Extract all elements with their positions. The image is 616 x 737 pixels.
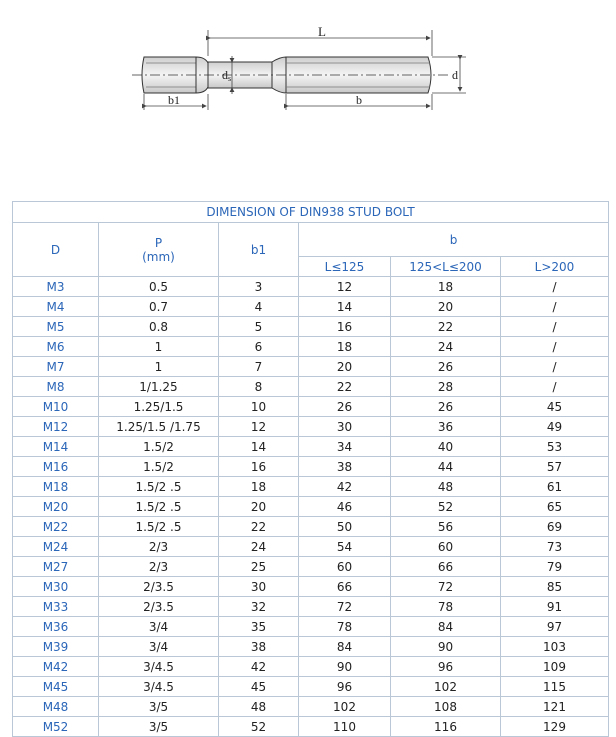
- header-d: D: [13, 223, 99, 277]
- cell-b-short: 84: [299, 637, 391, 657]
- label-b1: b1: [168, 93, 180, 107]
- stud-bolt-drawing: [0, 0, 616, 195]
- cell-b-short: 90: [299, 657, 391, 677]
- cell-b1: 35: [219, 617, 299, 637]
- table-row: [13, 497, 609, 517]
- table-row: [13, 717, 609, 737]
- cell-b-short: 34: [299, 437, 391, 457]
- cell-b-mid: 28: [391, 377, 501, 397]
- cell-b-short: 30: [299, 417, 391, 437]
- header-p: [99, 223, 219, 277]
- cell-b1: 16: [219, 457, 299, 477]
- cell-d: M3: [13, 277, 99, 297]
- cell-d: M5: [13, 317, 99, 337]
- cell-b-long: 115: [501, 677, 609, 697]
- table-row: [13, 597, 609, 617]
- cell-b1: 52: [219, 717, 299, 737]
- cell-b-mid: 116: [391, 717, 501, 737]
- cell-p: 1.5/2 .5: [99, 517, 219, 537]
- cell-b-long: 121: [501, 697, 609, 717]
- cell-b-short: 54: [299, 537, 391, 557]
- table-row: [13, 277, 609, 297]
- cell-d: M18: [13, 477, 99, 497]
- cell-b1: 3: [219, 277, 299, 297]
- cell-p: 1.25/1.5 /1.75: [99, 417, 219, 437]
- cell-b-long: 73: [501, 537, 609, 557]
- cell-b-mid: 44: [391, 457, 501, 477]
- cell-b1: 24: [219, 537, 299, 557]
- cell-b-short: 38: [299, 457, 391, 477]
- cell-b-short: 46: [299, 497, 391, 517]
- label-d: d: [452, 68, 458, 82]
- cell-b-mid: 90: [391, 637, 501, 657]
- table-row: [13, 317, 609, 337]
- cell-b-mid: 56: [391, 517, 501, 537]
- cell-b-short: 96: [299, 677, 391, 697]
- cell-d: M48: [13, 697, 99, 717]
- table-row: [13, 417, 609, 437]
- cell-p: 0.5: [99, 277, 219, 297]
- cell-b1: 42: [219, 657, 299, 677]
- cell-p: 1.5/2 .5: [99, 497, 219, 517]
- cell-b-short: 60: [299, 557, 391, 577]
- cell-d: M36: [13, 617, 99, 637]
- cell-p: 1/1.25: [99, 377, 219, 397]
- cell-b-short: 102: [299, 697, 391, 717]
- cell-b-mid: 18: [391, 277, 501, 297]
- cell-d: M14: [13, 437, 99, 457]
- header-p-unit: (mm): [142, 249, 175, 264]
- cell-b1: 25: [219, 557, 299, 577]
- cell-b1: 20: [219, 497, 299, 517]
- cell-b-mid: 26: [391, 357, 501, 377]
- cell-d: M20: [13, 497, 99, 517]
- cell-b-mid: 78: [391, 597, 501, 617]
- table-row: [13, 437, 609, 457]
- cell-b-mid: 22: [391, 317, 501, 337]
- table-row: [13, 557, 609, 577]
- stud-bolt-diagram: [0, 0, 616, 195]
- cell-b1: 10: [219, 397, 299, 417]
- cell-b-long: 79: [501, 557, 609, 577]
- table-row: [13, 617, 609, 637]
- cell-b1: 48: [219, 697, 299, 717]
- cell-b-short: 110: [299, 717, 391, 737]
- cell-p: 0.8: [99, 317, 219, 337]
- cell-b1: 18: [219, 477, 299, 497]
- cell-b-mid: 52: [391, 497, 501, 517]
- table-row: [13, 517, 609, 537]
- cell-b-short: 26: [299, 397, 391, 417]
- cell-b-long: 53: [501, 437, 609, 457]
- cell-b-short: 22: [299, 377, 391, 397]
- cell-b-mid: 40: [391, 437, 501, 457]
- cell-b-short: 14: [299, 297, 391, 317]
- cell-p: 3/5: [99, 697, 219, 717]
- cell-b1: 38: [219, 637, 299, 657]
- cell-p: 1: [99, 337, 219, 357]
- cell-d: M10: [13, 397, 99, 417]
- cell-b-long: 57: [501, 457, 609, 477]
- cell-b-long: /: [501, 297, 609, 317]
- table-row: [13, 357, 609, 377]
- cell-b-long: 91: [501, 597, 609, 617]
- cell-b-mid: 24: [391, 337, 501, 357]
- cell-b-long: 103: [501, 637, 609, 657]
- cell-p: 1.25/1.5: [99, 397, 219, 417]
- cell-b-long: /: [501, 357, 609, 377]
- cell-d: M16: [13, 457, 99, 477]
- cell-d: M33: [13, 597, 99, 617]
- cell-d: M27: [13, 557, 99, 577]
- cell-d: M12: [13, 417, 99, 437]
- cell-b-short: 50: [299, 517, 391, 537]
- cell-b1: 5: [219, 317, 299, 337]
- table-title: DIMENSION OF DIN938 STUD BOLT: [13, 202, 609, 223]
- cell-b-mid: 60: [391, 537, 501, 557]
- cell-b-long: 65: [501, 497, 609, 517]
- cell-p: 2/3: [99, 537, 219, 557]
- cell-b-short: 66: [299, 577, 391, 597]
- cell-b-long: 49: [501, 417, 609, 437]
- table-row: [13, 697, 609, 717]
- cell-b-long: 45: [501, 397, 609, 417]
- table-row: [13, 577, 609, 597]
- cell-p: 0.7: [99, 297, 219, 317]
- cell-b1: 4: [219, 297, 299, 317]
- table-row: [13, 537, 609, 557]
- label-ds: ds: [222, 68, 232, 83]
- cell-d: M39: [13, 637, 99, 657]
- table-row: [13, 377, 609, 397]
- bolt-body: [132, 57, 448, 93]
- cell-b1: 14: [219, 437, 299, 457]
- cell-b-long: /: [501, 377, 609, 397]
- cell-d: M24: [13, 537, 99, 557]
- cell-d: M4: [13, 297, 99, 317]
- cell-b1: 32: [219, 597, 299, 617]
- cell-d: M30: [13, 577, 99, 597]
- label-b: b: [356, 93, 362, 107]
- table-row: [13, 657, 609, 677]
- cell-b-short: 16: [299, 317, 391, 337]
- table-row: [13, 397, 609, 417]
- header-p-label: P: [154, 235, 163, 250]
- cell-p: 3/4.5: [99, 677, 219, 697]
- cell-b1: 30: [219, 577, 299, 597]
- cell-b-long: /: [501, 337, 609, 357]
- cell-b1: 12: [219, 417, 299, 437]
- table-row: [13, 637, 609, 657]
- cell-b1: 45: [219, 677, 299, 697]
- cell-d: M8: [13, 377, 99, 397]
- cell-p: 2/3.5: [99, 597, 219, 617]
- cell-b-long: 129: [501, 717, 609, 737]
- cell-b1: 8: [219, 377, 299, 397]
- cell-b-short: 18: [299, 337, 391, 357]
- cell-b-mid: 102: [391, 677, 501, 697]
- cell-p: 2/3.5: [99, 577, 219, 597]
- cell-b1: 22: [219, 517, 299, 537]
- cell-p: 1.5/2: [99, 457, 219, 477]
- cell-p: 1: [99, 357, 219, 377]
- cell-b-long: 109: [501, 657, 609, 677]
- header-b-long: L>200: [501, 257, 609, 277]
- cell-b-long: /: [501, 277, 609, 297]
- label-L: L: [318, 24, 326, 39]
- cell-b-mid: 66: [391, 557, 501, 577]
- table-row: [13, 477, 609, 497]
- cell-b-short: 20: [299, 357, 391, 377]
- header-b: b: [299, 223, 609, 257]
- cell-b-long: 97: [501, 617, 609, 637]
- cell-b-mid: 96: [391, 657, 501, 677]
- header-b-mid: 125<L≤200: [391, 257, 501, 277]
- cell-b-mid: 48: [391, 477, 501, 497]
- cell-p: 1.5/2 .5: [99, 477, 219, 497]
- cell-p: 3/4: [99, 617, 219, 637]
- cell-b-long: 61: [501, 477, 609, 497]
- stud-bolt-dimension-table: [12, 201, 609, 737]
- cell-d: M45: [13, 677, 99, 697]
- cell-b1: 7: [219, 357, 299, 377]
- cell-b-short: 12: [299, 277, 391, 297]
- cell-b-mid: 36: [391, 417, 501, 437]
- cell-p: 2/3: [99, 557, 219, 577]
- table-body: [13, 277, 609, 737]
- cell-p: 3/5: [99, 717, 219, 737]
- cell-b-long: 69: [501, 517, 609, 537]
- cell-p: 1.5/2: [99, 437, 219, 457]
- table-row: [13, 677, 609, 697]
- cell-b-short: 42: [299, 477, 391, 497]
- cell-d: M7: [13, 357, 99, 377]
- cell-b-mid: 84: [391, 617, 501, 637]
- cell-b-long: 85: [501, 577, 609, 597]
- cell-b-mid: 26: [391, 397, 501, 417]
- cell-b1: 6: [219, 337, 299, 357]
- cell-b-mid: 108: [391, 697, 501, 717]
- cell-b-long: /: [501, 317, 609, 337]
- cell-d: M6: [13, 337, 99, 357]
- cell-d: M42: [13, 657, 99, 677]
- cell-b-short: 78: [299, 617, 391, 637]
- header-b-short: L≤125: [299, 257, 391, 277]
- cell-b-mid: 20: [391, 297, 501, 317]
- table-row: [13, 457, 609, 477]
- header-b1: b1: [219, 223, 299, 277]
- cell-d: M52: [13, 717, 99, 737]
- cell-p: 3/4: [99, 637, 219, 657]
- cell-p: 3/4.5: [99, 657, 219, 677]
- cell-b-short: 72: [299, 597, 391, 617]
- table-row: [13, 337, 609, 357]
- cell-b-mid: 72: [391, 577, 501, 597]
- cell-d: M22: [13, 517, 99, 537]
- table-row: [13, 297, 609, 317]
